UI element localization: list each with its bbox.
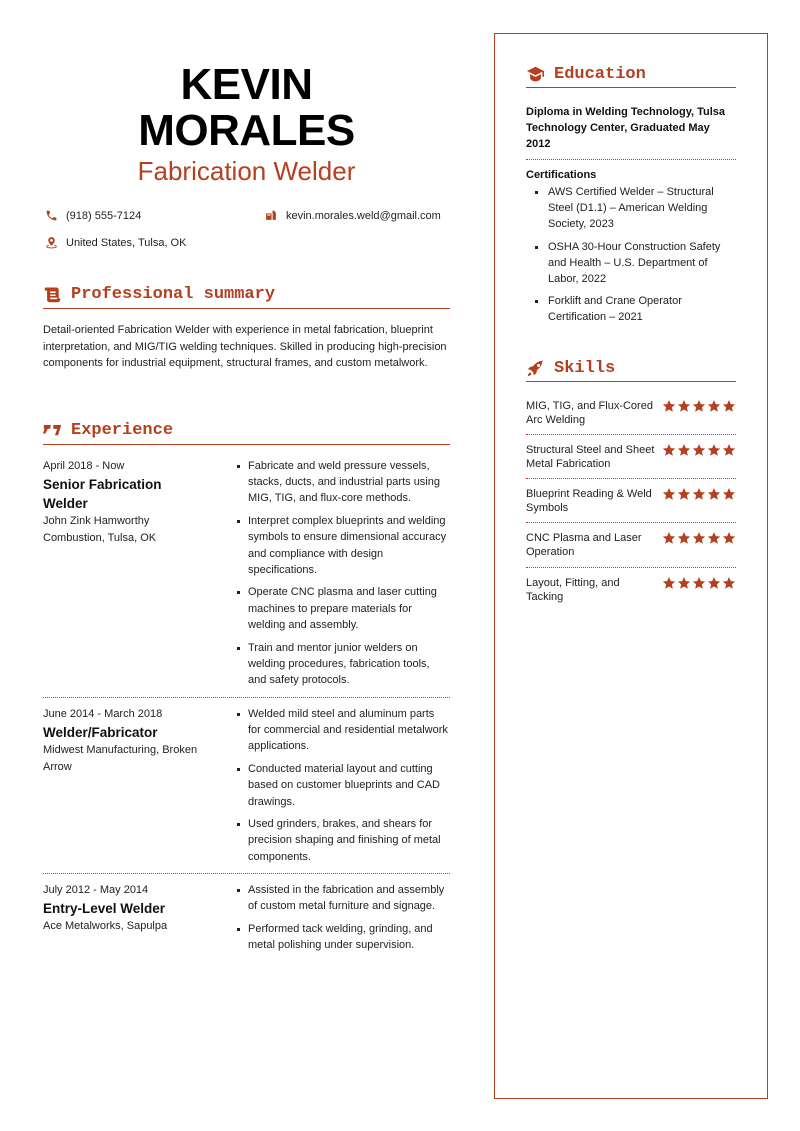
skill-item <box>526 576 736 620</box>
certification-item: OSHA 30-Hour Construction Safety and Health – U.S. Department of Labor, 2022 <box>534 239 734 288</box>
job-title: Fabrication Welder <box>137 156 356 186</box>
job-bullet: Assisted in the fabrication and assembly of custom metal furniture and signage. <box>235 882 450 914</box>
skill-item <box>526 443 736 487</box>
skill-item <box>526 487 736 531</box>
experience-section-header <box>43 421 450 445</box>
contact-email <box>264 209 441 222</box>
skill-rating <box>662 531 736 545</box>
skill-name: Structural Steel and Sheet Metal Fabrication <box>526 444 655 470</box>
skills-heading: Skills <box>554 359 616 378</box>
job-bullets <box>235 882 450 960</box>
summary-heading: Professional summary <box>71 285 276 304</box>
star-icon <box>722 531 736 545</box>
star-icon <box>707 576 721 590</box>
star-icon <box>722 576 736 590</box>
skill-name: Blueprint Reading & Weld Symbols <box>526 488 652 514</box>
job-meta <box>43 706 223 775</box>
job-role: Senior Fabrication Welder <box>43 477 162 511</box>
star-icon <box>707 399 721 413</box>
job-company: Midwest Manufacturing, Broken Arrow <box>43 744 198 773</box>
star-icon <box>692 576 706 590</box>
star-icon <box>662 443 676 457</box>
contact-phone <box>45 209 141 222</box>
skill-name: Layout, Fitting, and Tacking <box>526 577 620 603</box>
job-date: June 2014 - March 2018 <box>43 708 163 720</box>
experience-heading: Experience <box>71 421 174 440</box>
job-bullet: Performed tack welding, grinding, and metal polishing under supervision. <box>235 921 450 953</box>
education-section-header <box>526 65 736 88</box>
job-meta <box>43 882 223 935</box>
job-bullets <box>235 458 450 695</box>
education-divider <box>526 159 736 160</box>
job-company: Ace Metalworks, Sapulpa <box>43 920 168 932</box>
education-heading: Education <box>554 65 646 84</box>
skill-rating <box>662 443 736 457</box>
star-icon <box>692 443 706 457</box>
star-icon <box>677 576 691 590</box>
job-bullet: Conducted material layout and cutting based on customer blueprints and CAD drawings. <box>235 761 450 810</box>
job-meta <box>43 458 223 546</box>
star-icon <box>692 487 706 501</box>
skill-name: CNC Plasma and Laser Operation <box>526 532 642 558</box>
skill-rating <box>662 399 736 413</box>
certifications-list <box>534 184 734 332</box>
education-degree: Diploma in Welding Technology, Tulsa Technology Center, Graduated May 2012 <box>526 106 726 150</box>
email-address[interactable]: kevin.morales.weld@gmail.com <box>286 209 441 222</box>
star-icon <box>677 531 691 545</box>
skill-divider <box>526 567 736 568</box>
star-icon <box>707 487 721 501</box>
star-icon <box>692 399 706 413</box>
job-bullets <box>235 706 450 871</box>
skill-item <box>526 399 736 443</box>
job-bullet: Used grinders, brakes, and shears for precision shaping and finishing of metal components. <box>235 816 450 865</box>
star-icon <box>662 487 676 501</box>
skill-name: MIG, TIG, and Flux-Cored Arc Welding <box>526 400 653 426</box>
star-icon <box>692 531 706 545</box>
map-pin-icon <box>45 236 58 249</box>
star-icon <box>677 399 691 413</box>
skill-divider <box>526 522 736 523</box>
star-icon <box>707 531 721 545</box>
name-last: MORALES <box>138 106 355 155</box>
job-divider <box>43 697 450 698</box>
job-bullet: Operate CNC plasma and laser cutting machines to prepare materials for welding and assembly. <box>235 584 450 633</box>
skill-divider <box>526 478 736 479</box>
mailbox-icon <box>264 209 278 222</box>
summary-text: Detail-oriented Fabrication Welder with experience in metal fabrication, blueprint interpretation, and MIG/TIG welding techniques. Skilled in producing high-precision components for industrial equipment, structural frames, and custom metalwork. <box>43 324 447 369</box>
job-bullet: Welded mild steel and aluminum parts for commercial and residential metalwork applications. <box>235 706 450 755</box>
sidebar <box>494 33 768 1099</box>
star-icon <box>662 576 676 590</box>
name-first: KEVIN <box>180 60 313 109</box>
summary-section-header <box>43 285 450 309</box>
job-role: Entry-Level Welder <box>43 901 166 916</box>
phone-number[interactable]: (918) 555-7124 <box>66 209 142 222</box>
job-company: John Zink Hamworthy Combustion, Tulsa, OK <box>43 515 157 544</box>
quote-flag-icon <box>43 422 62 439</box>
star-icon <box>722 487 736 501</box>
job-bullet: Train and mentor junior welders on welding procedures, fabrication tools, and safety protocols. <box>235 640 450 689</box>
job-divider <box>43 873 450 874</box>
skill-rating <box>662 576 736 590</box>
scroll-icon <box>43 286 62 303</box>
certification-item: AWS Certified Welder – Structural Steel (D1.1) – American Welding Society, 2023 <box>534 184 734 233</box>
star-icon <box>722 399 736 413</box>
job-bullet: Fabricate and weld pressure vessels, stacks, ducts, and industrial parts using MIG, TIG, and flux-core methods. <box>235 458 450 507</box>
certification-item: Forklift and Crane Operator Certification – 2021 <box>534 293 734 325</box>
skill-item <box>526 531 736 575</box>
job-date: July 2012 - May 2014 <box>43 884 149 896</box>
graduation-cap-icon <box>526 66 545 83</box>
contact-location <box>45 236 186 249</box>
rocket-icon <box>526 360 545 377</box>
skill-rating <box>662 487 736 501</box>
job-date: April 2018 - Now <box>43 460 125 472</box>
certifications-heading: Certifications <box>526 169 597 181</box>
phone-icon <box>45 209 58 222</box>
star-icon <box>662 399 676 413</box>
job-bullet: Interpret complex blueprints and welding symbols to ensure dimensional accuracy and compliance with design specifications. <box>235 513 450 578</box>
job-role: Welder/Fabricator <box>43 725 158 740</box>
star-icon <box>677 443 691 457</box>
skills-section-header <box>526 359 736 382</box>
star-icon <box>677 487 691 501</box>
star-icon <box>722 443 736 457</box>
skill-divider <box>526 434 736 435</box>
candidate-name <box>43 62 450 154</box>
location-text: United States, Tulsa, OK <box>66 236 187 249</box>
star-icon <box>707 443 721 457</box>
star-icon <box>662 531 676 545</box>
